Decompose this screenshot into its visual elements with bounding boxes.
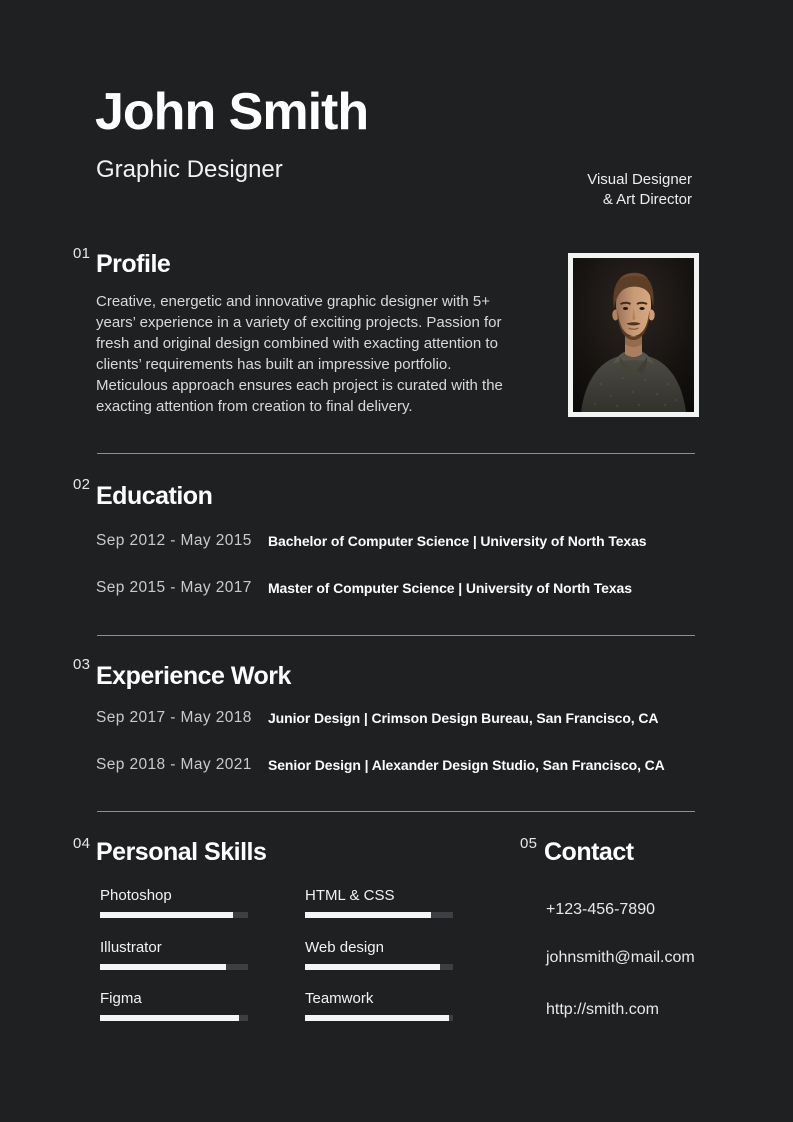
portrait-photo-image (573, 258, 694, 412)
education-description: Bachelor of Computer Science | University of North Texas (268, 533, 647, 549)
contact-website: http://smith.com (546, 1001, 659, 1018)
profile-text (96, 291, 576, 417)
section-number-skills: 04 (73, 835, 91, 852)
experience-dates: Sep 2018 - May 2021 (96, 756, 252, 773)
experience-description: Junior Design | Crimson Design Bureau, San Francisco, CA (268, 710, 659, 726)
experience-description: Senior Design | Alexander Design Studio, San Francisco, CA (268, 757, 665, 773)
skill-label: Photoshop (100, 887, 172, 904)
skill-item (100, 939, 248, 970)
person-name: John Smith (95, 83, 369, 141)
education-row (96, 532, 647, 551)
person-job-title: Graphic Designer (96, 156, 283, 183)
tagline (587, 170, 692, 210)
skill-bar-fill (100, 964, 226, 970)
education-dates: Sep 2015 - May 2017 (96, 579, 252, 596)
skill-bar-track (100, 912, 248, 918)
skill-label: HTML & CSS (305, 887, 395, 904)
skill-label: Figma (100, 990, 142, 1007)
skill-item (305, 990, 453, 1021)
education-description: Master of Computer Science | University of North Texas (268, 580, 632, 596)
skill-item (100, 990, 248, 1021)
profile-text-line: exacting attention from creation to final delivery. (96, 398, 413, 415)
divider (97, 453, 695, 454)
divider (97, 811, 695, 812)
portrait-photo (568, 253, 699, 417)
skill-bar-fill (305, 912, 431, 918)
skill-bar-track (305, 1015, 453, 1021)
skill-bar-track (305, 964, 453, 970)
divider (97, 635, 695, 636)
skill-bar-fill (305, 1015, 449, 1021)
section-title-skills: Personal Skills (96, 838, 267, 866)
skill-item (305, 939, 453, 970)
experience-row (96, 709, 658, 728)
skill-label: Illustrator (100, 939, 162, 956)
skill-item (100, 887, 248, 918)
profile-text-line: Creative, energetic and innovative graphic designer with 5+ (96, 293, 490, 310)
profile-text-line: Meticulous approach ensures each project is curated with the (96, 377, 503, 394)
skill-bar-fill (100, 912, 233, 918)
skill-bar-fill (305, 964, 440, 970)
section-title-education: Education (96, 482, 213, 510)
skill-bar-track (305, 912, 453, 918)
skill-bar-track (100, 1015, 248, 1021)
section-number-education: 02 (73, 476, 91, 493)
section-title-profile: Profile (96, 250, 171, 278)
tagline-line-1: Visual Designer (587, 171, 692, 188)
profile-text-line: clients’ requirements has built an impressive portfolio. (96, 356, 452, 373)
contact-email: johnsmith@mail.com (546, 949, 695, 966)
profile-text-line: fresh and original design combined with exacting attention to (96, 335, 498, 352)
skill-bar-fill (100, 1015, 239, 1021)
section-number-profile: 01 (73, 245, 91, 262)
experience-dates: Sep 2017 - May 2018 (96, 709, 252, 726)
contact-phone: +123-456-7890 (546, 901, 655, 918)
section-title-experience: Experience Work (96, 662, 291, 690)
education-dates: Sep 2012 - May 2015 (96, 532, 252, 549)
skill-label: Web design (305, 939, 384, 956)
section-title-contact: Contact (544, 838, 634, 866)
tagline-line-2: & Art Director (602, 191, 692, 208)
skill-item (305, 887, 453, 918)
section-number-experience: 03 (73, 656, 91, 673)
skill-bar-track (100, 964, 248, 970)
skill-label: Teamwork (305, 990, 374, 1007)
section-number-contact: 05 (520, 835, 538, 852)
profile-text-line: years’ experience in a variety of exciting projects. Passion for (96, 314, 502, 331)
education-row (96, 579, 632, 598)
experience-row (96, 756, 665, 775)
